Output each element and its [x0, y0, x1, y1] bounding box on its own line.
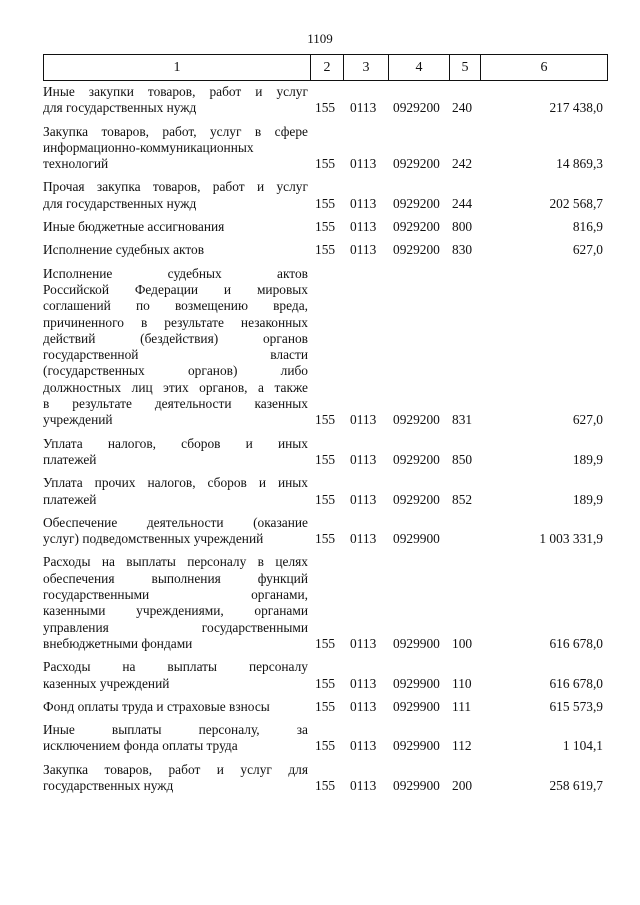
target-article-code: 0929200	[393, 156, 440, 172]
department-code: 155	[315, 219, 336, 235]
section-code: 0113	[350, 635, 377, 651]
target-article-code: 0929900	[393, 698, 440, 714]
description-line: технологий	[43, 156, 109, 172]
table-row	[43, 475, 603, 508]
department-code: 155	[315, 675, 336, 691]
table-row	[43, 242, 603, 258]
expense-type-code: 200	[452, 777, 473, 793]
description-line: причиненного в результате незаконных	[43, 314, 308, 330]
row-codes	[43, 636, 603, 652]
description-line: исключением фонда оплаты труда	[43, 738, 238, 754]
description-line: учреждений	[43, 412, 113, 428]
table-row	[43, 699, 603, 715]
description-line: Иные бюджетные ассигнования	[43, 219, 225, 235]
description-line: для государственных нужд	[43, 195, 197, 211]
description-line: соглашений по возмещению вреда,	[43, 298, 308, 314]
description-line: платежей	[43, 491, 97, 507]
expense-type-code: 244	[452, 195, 473, 211]
amount: 627,0	[572, 412, 603, 428]
section-code: 0113	[350, 698, 377, 714]
description-line: управления государственными	[43, 619, 308, 635]
column-header-5: 5	[450, 55, 481, 81]
description-line: государственными органами,	[43, 587, 308, 603]
description-line: действий (бездействия) органов	[43, 330, 308, 346]
table-row	[43, 84, 603, 117]
description-line: Уплата прочих налогов, сборов и иных	[43, 475, 308, 491]
column-header-4: 4	[389, 55, 450, 81]
target-article-code: 0929900	[393, 777, 440, 793]
amount: 14 869,3	[556, 156, 603, 172]
description-line: должностных лиц этих органов, а также	[43, 379, 308, 395]
page-number: 1109	[307, 31, 333, 46]
target-article-code: 0929200	[393, 491, 440, 507]
row-codes	[43, 156, 603, 172]
amount: 616 678,0	[549, 675, 603, 691]
target-article-code: 0929900	[393, 635, 440, 651]
department-code: 155	[315, 635, 336, 651]
description-line: информационно-коммуникационных	[43, 139, 254, 155]
table-row	[43, 266, 603, 429]
department-code: 155	[315, 451, 336, 467]
row-codes	[43, 531, 603, 547]
description-line: государственной власти	[43, 347, 308, 363]
description-line: Российской Федерации и мировых	[43, 281, 308, 297]
description-line: казенными учреждениями, органами	[43, 603, 308, 619]
description-line: Иные выплаты персоналу, за	[43, 722, 308, 738]
description-line: для государственных нужд	[43, 100, 197, 116]
amount: 189,9	[572, 451, 603, 467]
department-code: 155	[315, 738, 336, 754]
target-article-code: 0929200	[393, 412, 440, 428]
target-article-code: 0929900	[393, 738, 440, 754]
description-line: Исполнение судебных актов	[43, 242, 205, 258]
expense-type-code: 111	[452, 698, 472, 714]
amount: 1 104,1	[562, 738, 603, 754]
description-line: Прочая закупка товаров, работ и услуг	[43, 179, 308, 195]
expense-type-code: 800	[452, 219, 473, 235]
column-header-1: 1	[44, 55, 311, 81]
section-code: 0113	[350, 219, 377, 235]
column-header-6: 6	[481, 55, 608, 81]
table-row	[43, 762, 603, 795]
expense-type-code: 100	[452, 635, 473, 651]
row-codes	[43, 196, 603, 212]
description-line: Расходы на выплаты персоналу	[43, 659, 308, 675]
expense-type-code: 830	[452, 242, 473, 258]
section-code: 0113	[350, 412, 377, 428]
department-code: 155	[315, 100, 336, 116]
table-row	[43, 515, 603, 548]
row-codes	[43, 452, 603, 468]
table-row	[43, 219, 603, 235]
amount: 189,9	[572, 491, 603, 507]
row-codes	[43, 100, 603, 116]
description-line: казенных учреждений	[43, 675, 170, 691]
department-code: 155	[315, 531, 336, 547]
department-code: 155	[315, 242, 336, 258]
target-article-code: 0929200	[393, 195, 440, 211]
target-article-code: 0929200	[393, 242, 440, 258]
description-line: (государственных органов) либо	[43, 363, 308, 379]
description-line: в результате деятельности казенных	[43, 396, 308, 412]
expense-type-code: 850	[452, 451, 473, 467]
department-code: 155	[315, 412, 336, 428]
table-row	[43, 436, 603, 469]
expense-type-code: 831	[452, 412, 473, 428]
description-line: Закупка товаров, работ и услуг для	[43, 761, 308, 777]
row-codes	[43, 738, 603, 754]
target-article-code: 0929200	[393, 100, 440, 116]
section-code: 0113	[350, 156, 377, 172]
table-row	[43, 124, 603, 173]
target-article-code: 0929900	[393, 675, 440, 691]
row-codes	[43, 492, 603, 508]
description-line: Закупка товаров, работ, услуг в сфере	[43, 123, 308, 139]
expense-type-code: 240	[452, 100, 473, 116]
amount: 615 573,9	[549, 698, 603, 714]
amount: 627,0	[572, 242, 603, 258]
row-codes	[43, 219, 603, 235]
row-codes	[43, 778, 603, 794]
description-line: платежей	[43, 451, 97, 467]
table-row	[43, 659, 603, 692]
expense-type-code: 852	[452, 491, 473, 507]
amount: 616 678,0	[549, 635, 603, 651]
column-header-table	[43, 54, 608, 81]
amount: 217 438,0	[549, 100, 603, 116]
section-code: 0113	[350, 195, 377, 211]
amount: 202 568,7	[549, 195, 603, 211]
target-article-code: 0929200	[393, 451, 440, 467]
section-code: 0113	[350, 451, 377, 467]
row-codes	[43, 699, 603, 715]
description-line: Расходы на выплаты персоналу в целях	[43, 554, 308, 570]
section-code: 0113	[350, 242, 377, 258]
table-row	[43, 722, 603, 755]
description-line: государственных нужд	[43, 777, 174, 793]
target-article-code: 0929900	[393, 531, 440, 547]
row-description	[43, 266, 308, 429]
expense-type-code: 110	[452, 675, 472, 691]
column-header-3: 3	[344, 55, 389, 81]
target-article-code: 0929200	[393, 219, 440, 235]
row-codes	[43, 412, 603, 428]
department-code: 155	[315, 491, 336, 507]
description-line: Обеспечение деятельности (оказание	[43, 514, 308, 530]
budget-rows	[43, 84, 603, 801]
department-code: 155	[315, 156, 336, 172]
amount: 258 619,7	[549, 777, 603, 793]
section-code: 0113	[350, 777, 377, 793]
table-row	[43, 179, 603, 212]
column-header-row	[44, 55, 608, 81]
section-code: 0113	[350, 531, 377, 547]
description-line: услуг) подведомственных учреждений	[43, 531, 264, 547]
section-code: 0113	[350, 738, 377, 754]
description-line: внебюджетными фондами	[43, 635, 193, 651]
description-line: обеспечения выполнения функций	[43, 570, 308, 586]
department-code: 155	[315, 195, 336, 211]
expense-type-code: 112	[452, 738, 472, 754]
description-line: Уплата налогов, сборов и иных	[43, 435, 308, 451]
description-line: Исполнение судебных актов	[43, 265, 308, 281]
amount: 816,9	[572, 219, 603, 235]
amount: 1 003 331,9	[539, 531, 603, 547]
department-code: 155	[315, 698, 336, 714]
row-codes	[43, 242, 603, 258]
table-row	[43, 554, 603, 652]
section-code: 0113	[350, 675, 377, 691]
department-code: 155	[315, 777, 336, 793]
section-code: 0113	[350, 491, 377, 507]
expense-type-code: 242	[452, 156, 473, 172]
description-line: Фонд оплаты труда и страховые взносы	[43, 698, 270, 714]
column-header-2: 2	[311, 55, 344, 81]
description-line: Иные закупки товаров, работ и услуг	[43, 84, 308, 99]
section-code: 0113	[350, 100, 377, 116]
row-codes	[43, 676, 603, 692]
